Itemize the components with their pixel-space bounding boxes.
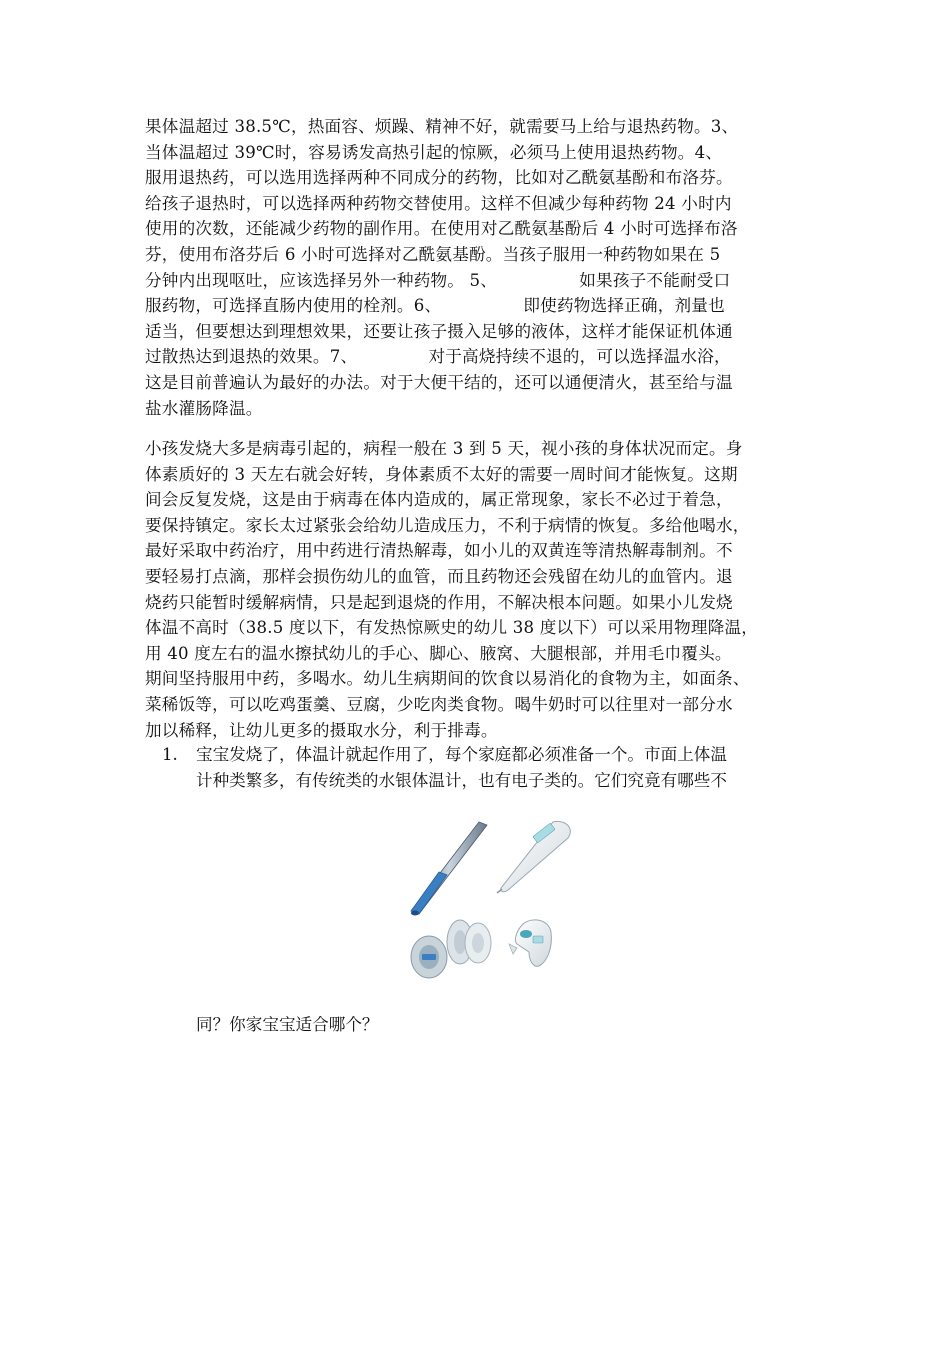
text-line: 加以稀释，让幼儿更多的摄取水分，利于排毒。 (145, 720, 498, 740)
text-line: 体温不高时（38.5 度以下，有发热惊厥史的幼儿 38 度以下）可以采用物理降温， (145, 618, 759, 638)
text-line: 服用退热药，可以选用选择两种不同成分的药物，比如对乙酰氨基酚和布洛芬。 (145, 168, 733, 188)
text-line: 烧药只能暂时缓解病情，只是起到退烧的作用，不解决根本问题。如果小儿发烧 (145, 592, 733, 612)
text-line: 使用的次数，还能减少药物的副作用。在使用对乙酰氨基酚后 4 小时可选择布洛 (145, 219, 738, 239)
text-line: 计种类繁多，有传统类的水银体温计，也有电子类的。它们究竟有哪些不 (196, 770, 727, 790)
text-line: 这是目前普遍认为最好的办法。对于大便干结的，还可以通便清火，甚至给与温 (145, 372, 733, 392)
list-item-continuation: 同？你家宝宝适合哪个？ (196, 1015, 379, 1034)
pacifier-thermometer-icon (411, 936, 447, 978)
text-line: 宝宝发烧了，体温计就起作用了，每个家庭都必须准备一个。市面上体温 (196, 745, 727, 764)
text-line: 芬，使用布洛芬后 6 小时可选择对乙酰氨基酚。当孩子服用一种药物如果在 5 (145, 244, 721, 264)
paragraph-viral-fever (145, 436, 810, 743)
list-number: 1. (162, 745, 178, 764)
text-line: 过散热达到退热的效果。7、 对于高烧持续不退的，可以选择温水浴， (145, 347, 731, 367)
text-line: 菜稀饭等，可以吃鸡蛋羹、豆腐，少吃肉类食物。喝牛奶时可以往里对一部分水 (145, 694, 733, 714)
list-item-text (196, 742, 812, 793)
text-line: 要保持镇定。家长太过紧张会给幼儿造成压力，不利于病情的恢复。多给他喝水， (145, 515, 750, 535)
text-line: 用 40 度左右的温水擦拭幼儿的手心、脚心、腋窝、大腿根部，并用毛巾覆头。 (145, 643, 732, 663)
digital-thermometer-icon (497, 821, 570, 893)
text-line: 要轻易打点滴，那样会损伤幼儿的血管，而且药物还会残留在幼儿的血管内。退 (145, 566, 733, 586)
text-line: 适当，但要想达到理想效果，还要让孩子摄入足够的液体，这样才能保证机体通 (145, 321, 733, 341)
thermometers-image (405, 820, 580, 985)
text-line: 小孩发烧大多是病毒引起的，病程一般在 3 到 5 天，视小孩的身体状况而定。身 (145, 439, 743, 458)
text-line: 果体温超过 38.5℃，热面容、烦躁、精神不好，就需要马上给与退热药物。3、 (145, 117, 739, 136)
text-line: 期间坚持服用中药，多喝水。幼儿生病期间的饮食以易消化的食物为主，如面条、 (145, 669, 750, 689)
text-line: 给孩子退热时，可以选择两种药物交替使用。这样不但减少每种药物 24 小时内 (145, 193, 732, 213)
ear-thermometer-icon (509, 920, 551, 966)
mercury-thermometer-icon (411, 822, 487, 916)
probe-cover-icon (447, 920, 491, 964)
text-line: 盐水灌肠降温。 (145, 398, 263, 418)
text-line: 当体温超过 39℃时，容易诱发高热引起的惊厥，必须马上使用退热药物。4、 (145, 142, 723, 162)
text-line: 间会反复发烧，这是由于病毒在体内造成的，属正常现象，家长不必过于着急， (145, 490, 733, 510)
text-line: 体素质好的 3 天左右就会好转，身体素质不太好的需要一周时间才能恢复。这期 (145, 464, 738, 484)
text-line: 分钟内出现呕吐，应该选择另外一种药物。 5、 如果孩子不能耐受口 (145, 270, 731, 290)
paragraph-fever-medication (145, 114, 810, 421)
text-line: 最好采取中药治疗，用中药进行清热解毒，如小儿的双黄连等清热解毒制剂。不 (145, 541, 733, 561)
text-line: 服药物，可选择直肠内使用的栓剂。6、 即使药物选择正确，剂量也 (145, 296, 725, 316)
